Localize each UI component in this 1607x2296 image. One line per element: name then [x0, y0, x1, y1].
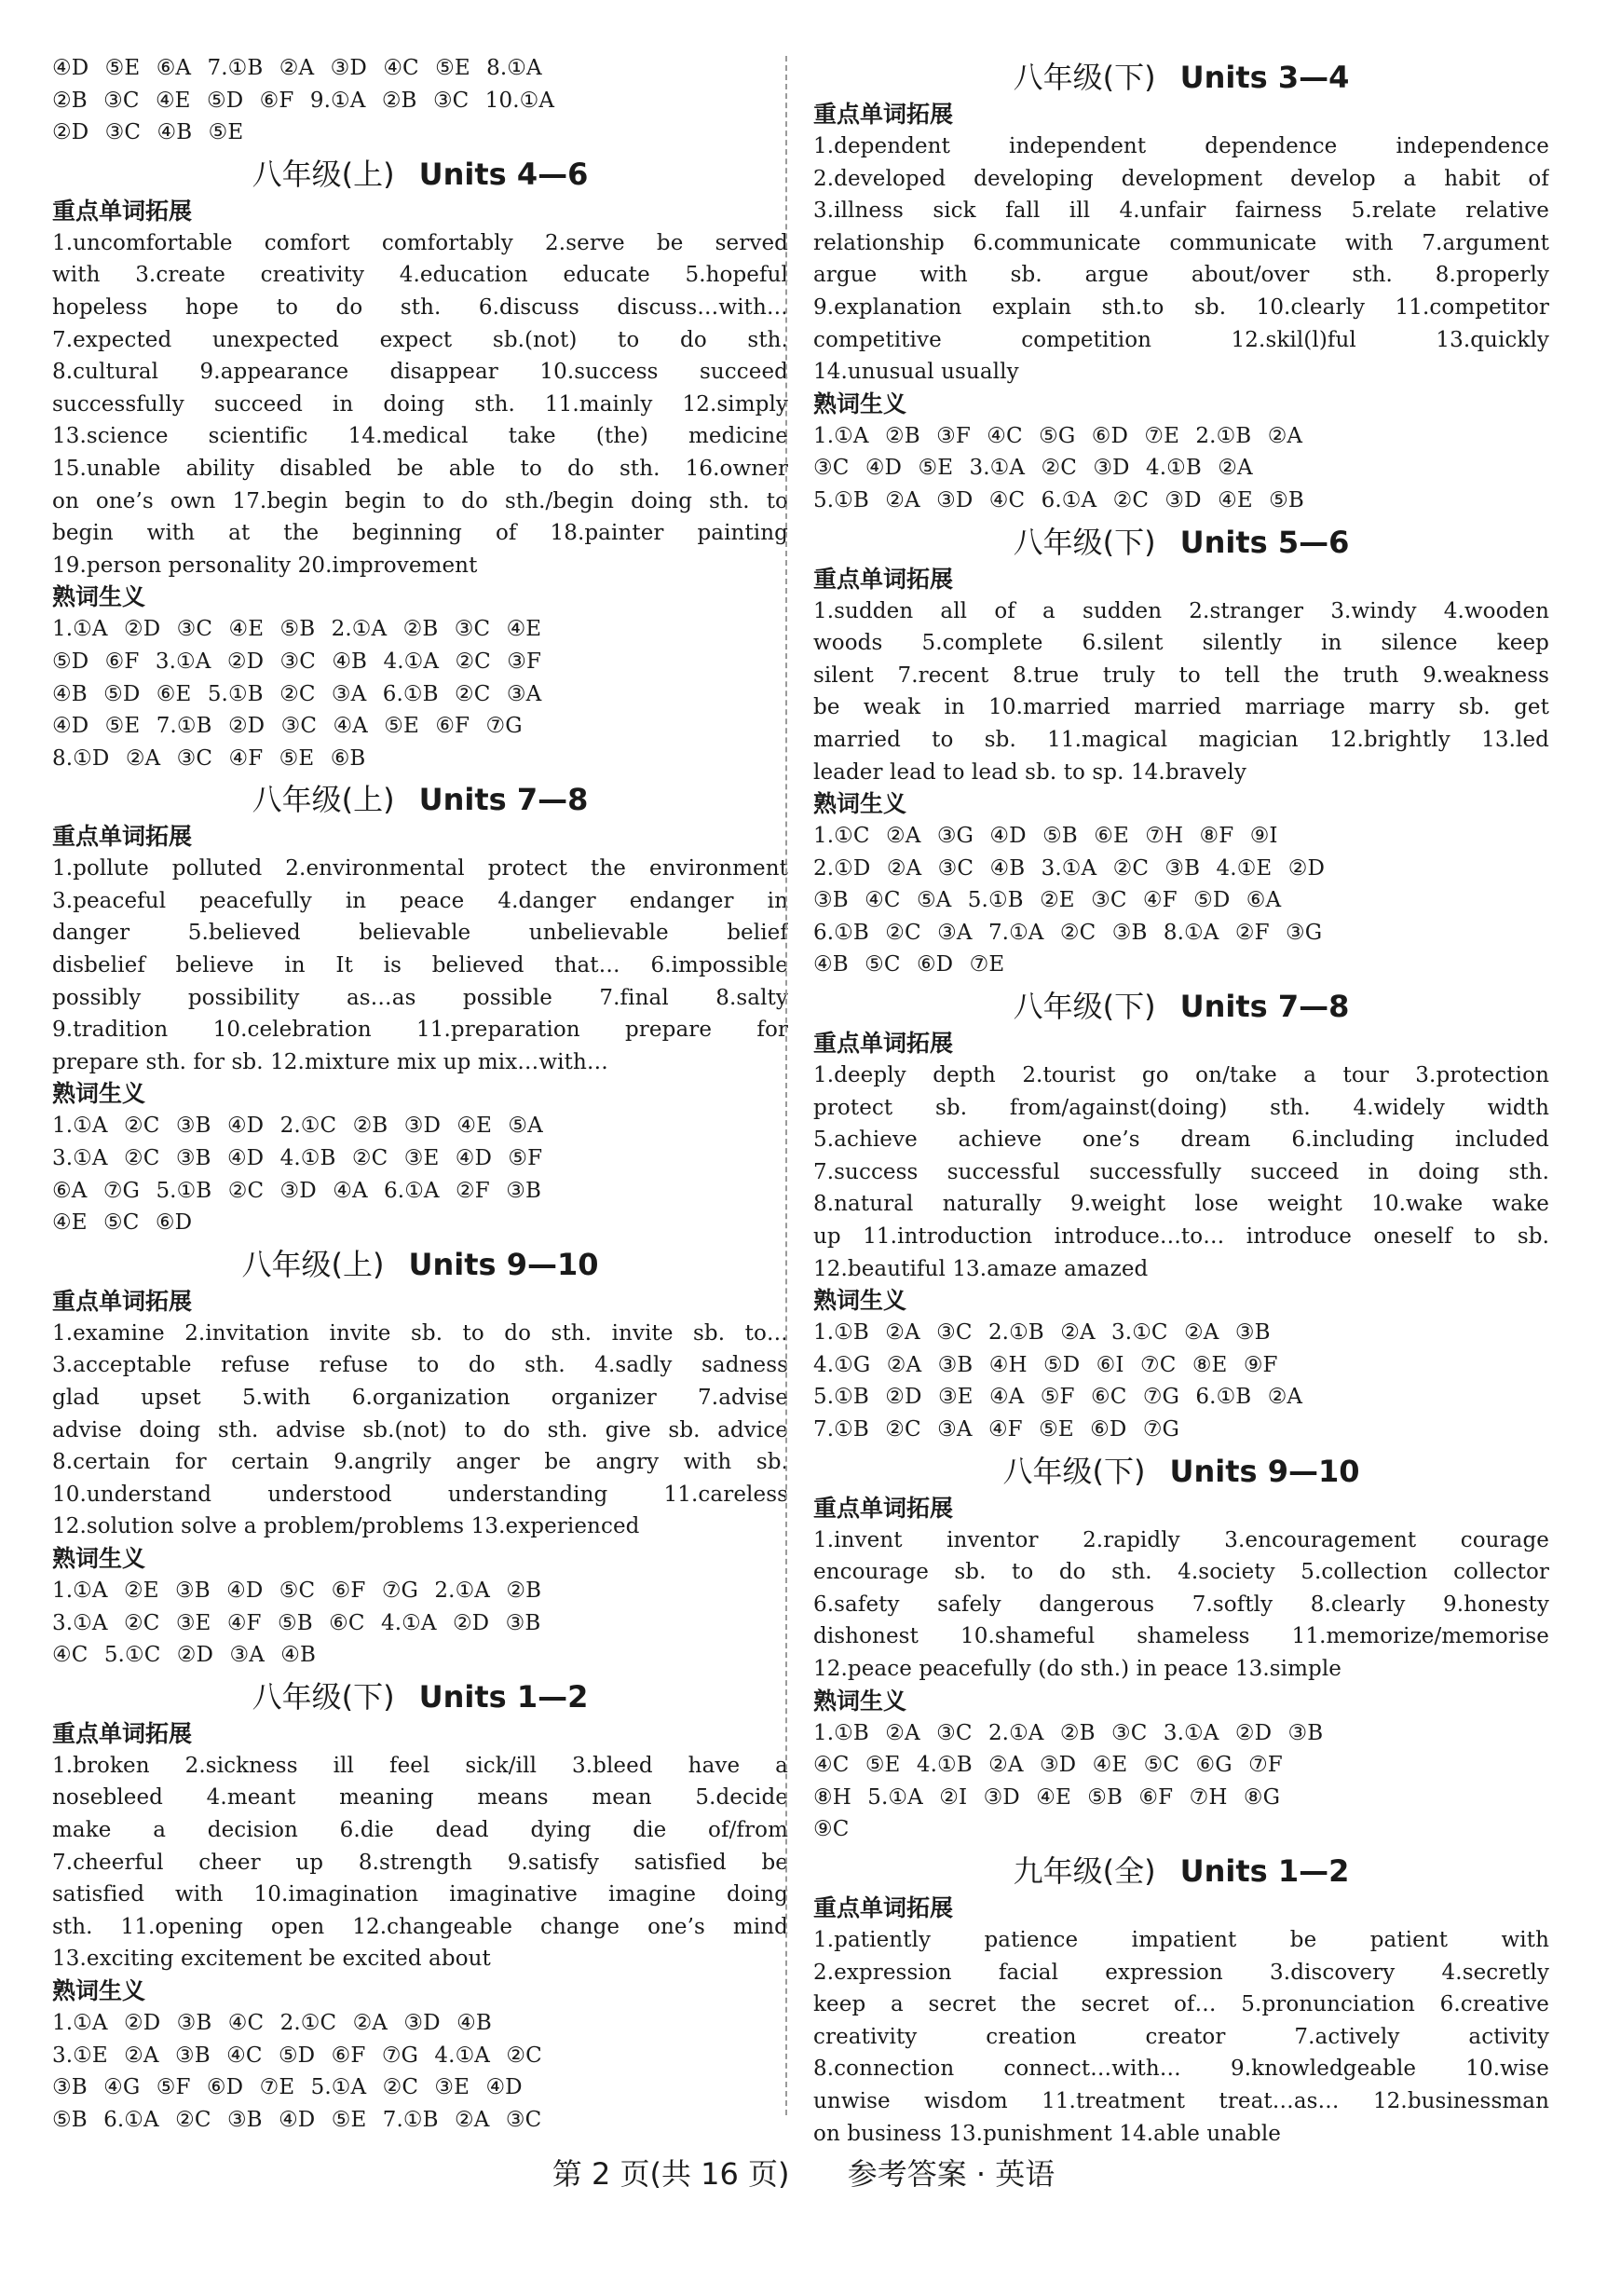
word-line: married to sb. 11.magical magician 12.brightly 13.led [813, 727, 1549, 752]
word-line: 10.understand understood understanding 11.careless [52, 1482, 788, 1507]
answer-block [52, 613, 788, 774]
word-line: unwise wisdom 11.treatment treat…as… 12.businessman [813, 2088, 1549, 2113]
word-line: successfully succeed in doing sth. 11.mainly 12.simply [52, 391, 788, 417]
word-line: 1.patiently patience impatient be patient with [813, 1927, 1549, 1952]
section-label: 重点单词拓展 [813, 1893, 954, 1921]
answer-line: 4.①G ②A ③B ④H ⑤D ⑥I ⑦C ⑧E ⑨F [813, 1352, 1278, 1377]
word-line: begin with at the beginning of 18.painter painting [52, 521, 788, 546]
word-line: 13.exciting excitement be excited about [52, 1947, 491, 1972]
word-line: 3.illness sick fall ill 4.unfair fairness 5.relate relative [813, 198, 1549, 224]
word-line: 1.deeply depth 2.tourist go on/take a tour 3.protection [813, 1063, 1549, 1088]
answer-block [52, 1575, 788, 1672]
answer-line: 8.①D ②A ③C ④F ⑤E ⑥B [52, 745, 366, 771]
section-label: 熟词生义 [813, 1287, 907, 1315]
word-line: 2.expression facial expression 3.discovery 4.secretly [813, 1960, 1549, 1985]
word-line: 19.person personality 20.improvement [52, 553, 478, 578]
units-label: Units 5—6 [1179, 524, 1350, 560]
section-label: 重点单词拓展 [52, 823, 193, 851]
word-line: hopeless hope to do sth. 6.discuss discuss…with… [52, 294, 788, 320]
unit-heading [52, 1675, 788, 1718]
units-label: Units 9—10 [408, 1246, 599, 1282]
word-line: on one’s own 17.begin begin to do sth./begin doing sth. to [52, 488, 788, 513]
answer-line: ④B ⑤D ⑥E 5.①B ②C ③A 6.①B ②C ③A [52, 681, 542, 706]
answer-line: 7.①B ②C ③A ④F ⑤E ⑥D ⑦G [813, 1417, 1180, 1442]
grade-label: 八年级(下) [1013, 524, 1156, 560]
grade-label: 八年级(上) [252, 782, 395, 818]
word-expansion-block [52, 227, 788, 582]
units-label: Units 7—8 [1179, 989, 1350, 1025]
unit-heading [813, 985, 1549, 1028]
word-line: be weak in 10.married married marriage marry sb. get [813, 695, 1549, 720]
answer-line: ⑨C [813, 1817, 850, 1842]
word-expansion-block [813, 1924, 1549, 2150]
section-label: 重点单词拓展 [813, 1030, 954, 1058]
word-line: 8.connection connect…with… 9.knowledgeable 10.wise [813, 2057, 1549, 2082]
unit-heading [813, 521, 1549, 564]
column-divider [785, 56, 787, 2115]
word-line: make a decision 6.die dead dying die of/from [52, 1817, 788, 1842]
units-label: Units 9—10 [1169, 1453, 1360, 1489]
answer-line: ④E ⑤C ⑥D [52, 1210, 193, 1236]
page-footer [0, 2151, 1607, 2194]
section-label: 重点单词拓展 [813, 565, 954, 593]
units-label: Units 4—6 [418, 156, 589, 192]
answer-line: 6.①B ②C ③A 7.①A ②C ③B 8.①A ②F ③G [813, 920, 1323, 945]
unit-heading [52, 153, 788, 196]
answer-line: 1.①C ②A ③G ④D ⑤B ⑥E ⑦H ⑧F ⑨I [813, 824, 1278, 849]
section-label: 熟词生义 [52, 583, 146, 611]
word-line: 9.explanation explain sth.to sb. 10.clearly 11.competitor [813, 294, 1549, 320]
grade-label: 八年级(下) [1013, 60, 1156, 95]
word-line: creativity creation creator 7.actively activity [813, 2024, 1549, 2049]
word-line: argue with sb. argue about/over sth. 8.properly [813, 263, 1549, 288]
word-line: 12.beautiful 13.amaze amazed [813, 1256, 1149, 1281]
word-line: encourage sb. to do sth. 4.society 5.collection collector [813, 1560, 1549, 1585]
word-line: 2.developed developing development develop a habit of [813, 166, 1549, 191]
answer-block [813, 820, 1549, 981]
unit-heading [813, 1450, 1549, 1493]
answer-block [52, 52, 788, 149]
section-label: 熟词生义 [813, 390, 907, 417]
word-line: possibly possibility as…as possible 7.final 8.salty [52, 985, 788, 1010]
word-line: 7.expected unexpected expect sb.(not) to do sth. [52, 327, 788, 352]
answer-line: ⑤B 6.①A ②C ③B ④D ⑤E 7.①B ②A ③C [52, 2107, 542, 2132]
word-line: 7.cheerful cheer up 8.strength 9.satisfy satisfied be [52, 1850, 788, 1875]
word-line: silent 7.recent 8.true truly to tell the truth 9.weakness [813, 663, 1549, 688]
word-line: advise doing sth. advise sb.(not) to do sth. give sb. advice [52, 1417, 788, 1442]
answer-block [52, 1110, 788, 1238]
grade-label: 八年级(下) [252, 1678, 395, 1715]
answer-line: 1.①A ②B ③F ④C ⑤G ⑥D ⑦E 2.①B ②A [813, 423, 1303, 448]
word-line: protect sb. from/against(doing) sth. 4.widely width [813, 1095, 1549, 1120]
answer-line: 1.①A ②D ③B ④C 2.①C ②A ③D ④B [52, 2010, 492, 2035]
section-label: 熟词生义 [52, 1544, 146, 1572]
word-line: 15.unable ability disabled be able to do sth. 16.owner [52, 456, 788, 481]
word-line: sth. 11.opening open 12.changeable change one’s mind [52, 1914, 788, 1939]
word-line: 13.science scientific 14.medical take (the) medicine [52, 424, 788, 449]
word-expansion-block [813, 595, 1549, 789]
word-line: nosebleed 4.meant meaning means mean 5.decide [52, 1785, 788, 1811]
word-line: 1.uncomfortable comfort comfortably 2.serve be served [52, 230, 788, 255]
answer-line: ④B ⑤C ⑥D ⑦E [813, 952, 1005, 977]
section-label: 重点单词拓展 [52, 1287, 193, 1315]
section-label: 重点单词拓展 [52, 1719, 193, 1747]
word-line: glad upset 5.with 6.organization organizer 7.advise [52, 1386, 788, 1410]
word-line: danger 5.believed believable unbelievable belief [52, 921, 788, 946]
word-line: relationship 6.communicate communicate with 7.argument [813, 230, 1549, 255]
word-line: on business 13.punishment 14.able unable [813, 2121, 1282, 2146]
unit-heading [813, 56, 1549, 99]
word-line: disbelief believe in It is believed that… 6.impossible [52, 953, 788, 978]
grade-label: 八年级(下) [1013, 989, 1156, 1025]
answer-line: 3.①E ②A ③B ④C ⑤D ⑥F ⑦G 4.①A ②C [52, 2043, 542, 2068]
unit-heading [52, 778, 788, 821]
answer-line: 1.①A ②E ③B ④D ⑤C ⑥F ⑦G 2.①A ②B [52, 1578, 542, 1603]
answer-line: ②D ③C ④B ⑤E [52, 120, 244, 145]
answer-line: ④C ⑤E 4.①B ②A ③D ④E ⑤C ⑥G ⑦F [813, 1753, 1283, 1778]
word-line: competitive competition 12.skil(l)ful 13.quickly [813, 327, 1549, 352]
word-line: 8.cultural 9.appearance disappear 10.success succeed [52, 360, 788, 385]
answer-line: 5.①B ②A ③D ④C 6.①A ②C ③D ④E ⑤B [813, 487, 1304, 512]
word-line: 3.peaceful peacefully in peace 4.danger endanger in [52, 888, 788, 913]
word-line: 8.natural naturally 9.weight lose weight 10.wake wake [813, 1192, 1549, 1217]
word-line: 1.examine 2.invitation invite sb. to do sth. invite sb. to… [52, 1320, 788, 1346]
units-label: Units 1—2 [1179, 1852, 1350, 1889]
word-line: keep a secret the secret of… 5.pronunciation 6.creative [813, 1992, 1549, 2017]
answer-line: ③C ④D ⑤E 3.①A ②C ③D 4.①B ②A [813, 456, 1253, 481]
word-line: 9.tradition 10.celebration 11.preparation prepare for [52, 1018, 788, 1043]
answer-line: 3.①A ②C ③E ④F ⑤B ⑥C 4.①A ②D ③B [52, 1610, 541, 1635]
word-expansion-block [813, 130, 1549, 389]
grade-label: 八年级(下) [1002, 1453, 1146, 1489]
word-line: 1.pollute polluted 2.environmental protect the environment [52, 856, 788, 882]
section-label: 熟词生义 [52, 1080, 146, 1108]
word-line: 12.solution solve a problem/problems 13.experienced [52, 1514, 640, 1539]
word-line: satisfied with 10.imagination imaginative imagine doing [52, 1882, 788, 1907]
footer-title: 参考答案 · 英语 [847, 2156, 1055, 2192]
word-expansion-block [52, 1750, 788, 1975]
answer-line: 1.①A ②C ③B ④D 2.①C ②B ③D ④E ⑤A [52, 1114, 543, 1139]
answer-line: 1.①A ②D ③C ④E ⑤B 2.①A ②B ③C ④E [52, 617, 542, 642]
answer-line: ③B ④G ⑤F ⑥D ⑦E 5.①A ②C ③E ④D [52, 2075, 523, 2100]
word-line: 3.acceptable refuse refuse to do sth. 4.sadly sadness [52, 1353, 788, 1378]
answer-line: ④C 5.①C ②D ③A ④B [52, 1643, 317, 1668]
units-label: Units 1—2 [418, 1678, 589, 1715]
section-label: 重点单词拓展 [813, 1494, 954, 1522]
word-expansion-block [52, 853, 788, 1078]
word-line: 6.safety safely dangerous 7.softly 8.clearly 9.honesty [813, 1592, 1549, 1617]
right-column [813, 52, 1549, 2150]
word-line: 1.broken 2.sickness ill feel sick/ill 3.bleed have a [52, 1753, 788, 1778]
answer-line: 3.①A ②C ③B ④D 4.①B ②C ③E ④D ⑤F [52, 1146, 543, 1171]
section-label: 熟词生义 [813, 1687, 907, 1715]
section-label: 熟词生义 [813, 790, 907, 818]
answer-line: ④D ⑤E ⑥A 7.①B ②A ③D ④C ⑤E 8.①A [52, 56, 542, 80]
left-column [52, 52, 788, 2136]
word-line: 5.achieve achieve one’s dream 6.including included [813, 1128, 1549, 1153]
answer-line: ⑤D ⑥F 3.①A ②D ③C ④B 4.①A ②C ③F [52, 649, 542, 674]
answer-line: ④D ⑤E 7.①B ②D ③C ④A ⑤E ⑥F ⑦G [52, 714, 523, 739]
word-expansion-block [813, 1059, 1549, 1285]
section-label: 重点单词拓展 [813, 101, 954, 128]
word-line: 1.sudden all of a sudden 2.stranger 3.windy 4.wooden [813, 598, 1549, 623]
word-line: leader lead to lead sb. to sp. 14.bravely [813, 759, 1246, 785]
grade-label: 八年级(上) [241, 1246, 385, 1282]
word-line: prepare sth. for sb. 12.mixture mix up mix…with… [52, 1049, 608, 1074]
section-label: 熟词生义 [52, 1976, 146, 2004]
answer-line: 5.①B ②D ③E ④A ⑤F ⑥C ⑦G 6.①B ②A [813, 1385, 1303, 1410]
answer-line: ⑧H 5.①A ②I ③D ④E ⑤B ⑥F ⑦H ⑧G [813, 1784, 1281, 1810]
word-line: 1.invent inventor 2.rapidly 3.encouragement courage [813, 1527, 1549, 1552]
word-line: with 3.create creativity 4.education educate 5.hopeful [52, 263, 788, 288]
section-label: 重点单词拓展 [52, 197, 193, 225]
answer-line: 2.①D ②A ③C ④B 3.①A ②C ③B 4.①E ②D [813, 855, 1325, 881]
grade-label: 八年级(上) [252, 156, 395, 192]
answer-block [52, 2007, 788, 2136]
unit-heading [813, 1850, 1549, 1893]
word-line: 7.success successful successfully succeed in doing sth. [813, 1159, 1549, 1184]
page-number: 第 2 页(共 16 页) [552, 2156, 790, 2192]
answer-line: ③B ④C ⑤A 5.①B ②E ③C ④F ⑤D ⑥A [813, 888, 1282, 913]
word-line: 1.dependent independent dependence independence [813, 134, 1549, 158]
word-line: 12.peace peacefully (do sth.) in peace 13.simple [813, 1656, 1341, 1681]
answer-block [813, 1317, 1549, 1445]
units-label: Units 7—8 [418, 782, 589, 818]
word-line: up 11.introduction introduce…to… introduce oneself to sb. [813, 1224, 1549, 1250]
word-expansion-block [813, 1524, 1549, 1686]
answer-block [813, 420, 1549, 517]
answer-line: 1.①B ②A ③C 2.①B ②A 3.①C ②A ③B [813, 1320, 1271, 1346]
word-expansion-block [52, 1318, 788, 1543]
grade-label: 九年级(全) [1013, 1852, 1156, 1889]
answer-line: ⑥A ⑦G 5.①B ②C ③D ④A 6.①A ②F ③B [52, 1178, 541, 1203]
word-line: dishonest 10.shameful shameless 11.memorize/memorise [813, 1624, 1549, 1649]
word-line: 14.unusual usually [813, 360, 1019, 385]
word-line: woods 5.complete 6.silent silently in silence keep [813, 631, 1549, 656]
answer-line: 1.①B ②A ③C 2.①A ②B ③C 3.①A ②D ③B [813, 1720, 1324, 1745]
word-line: 8.certain for certain 9.angrily anger be angry with sb. [52, 1450, 788, 1475]
units-label: Units 3—4 [1179, 60, 1350, 95]
unit-heading [52, 1243, 788, 1286]
answer-block [813, 1717, 1549, 1846]
answer-line: ②B ③C ④E ⑤D ⑥F 9.①A ②B ③C 10.①A [52, 88, 555, 113]
